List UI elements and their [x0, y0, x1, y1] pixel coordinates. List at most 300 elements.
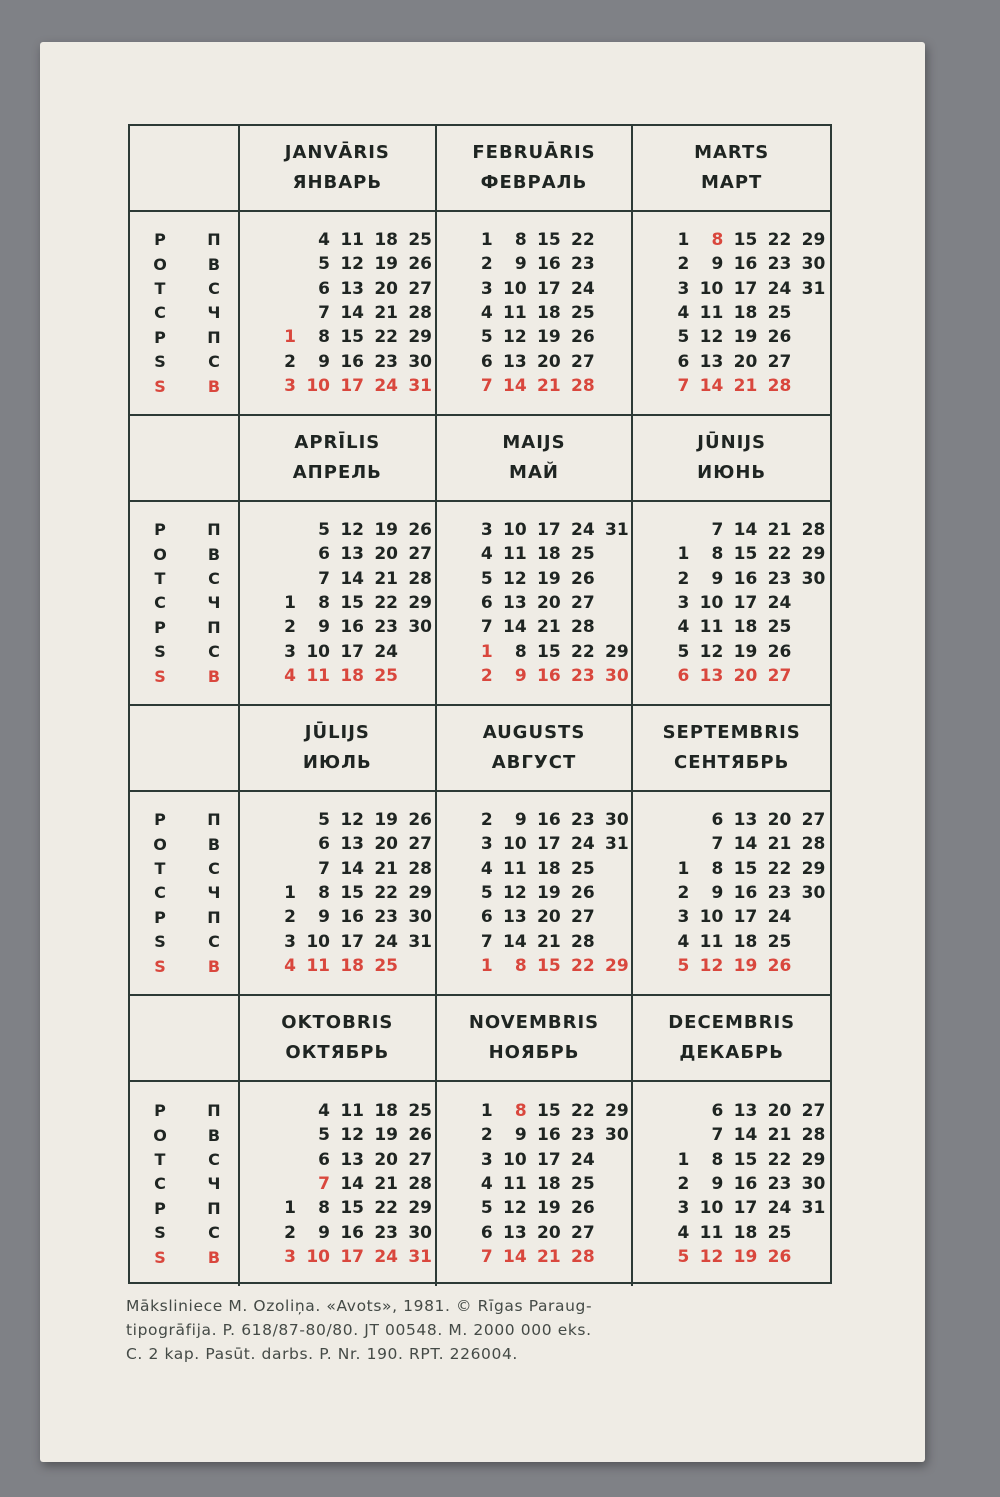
day-number: 22	[767, 1149, 792, 1170]
month-header	[437, 996, 634, 1082]
day-number: 9	[514, 666, 527, 687]
day-number: 10	[306, 1247, 330, 1268]
day-number: 15	[733, 229, 758, 250]
day-number: 22	[374, 592, 398, 613]
day-number: 29	[604, 641, 629, 662]
day-number: 18	[733, 1222, 758, 1243]
week-row	[655, 881, 830, 905]
weekday-lv: P	[154, 327, 166, 347]
day-number: 16	[536, 666, 561, 687]
day-number: 21	[536, 617, 561, 638]
day-number: 10	[699, 278, 724, 299]
day-number: 16	[733, 254, 758, 275]
day-number: 24	[570, 834, 595, 855]
week-row	[262, 591, 435, 615]
day-number: 19	[374, 519, 398, 540]
month-days	[437, 792, 634, 996]
week-row	[459, 542, 632, 566]
day-number: 12	[699, 956, 724, 977]
weekday-ru: С	[208, 932, 220, 952]
day-number: 20	[536, 351, 561, 372]
day-number: 11	[502, 858, 527, 879]
day-number: 29	[604, 1100, 629, 1121]
day-number: 17	[536, 1149, 561, 1170]
weekday-lv: O	[153, 1125, 167, 1145]
week-row	[262, 228, 435, 252]
day-number: 5	[677, 327, 690, 348]
week-row	[459, 374, 632, 398]
day-number: 15	[340, 327, 364, 348]
day-number: 12	[699, 641, 724, 662]
day-number: 3	[284, 376, 296, 397]
week-row	[655, 374, 830, 398]
month-days	[240, 1082, 437, 1286]
weekday-ru: С	[208, 569, 220, 589]
day-number: 23	[374, 617, 398, 638]
header-blank	[130, 416, 240, 502]
week-row	[459, 1172, 632, 1196]
day-number: 30	[408, 617, 432, 638]
week-row	[655, 930, 830, 954]
day-number: 7	[711, 519, 724, 540]
month-name-lv: SEPTEMBRIS	[662, 722, 801, 743]
month-name-lv: MARTS	[694, 142, 770, 163]
day-number: 18	[536, 302, 561, 323]
day-number: 3	[677, 278, 690, 299]
week-row	[459, 1123, 632, 1147]
week-row	[459, 518, 632, 542]
day-number: 11	[502, 302, 527, 323]
day-number: 7	[318, 858, 330, 879]
day-number: 11	[306, 666, 330, 687]
day-number: 22	[767, 229, 792, 250]
day-number: 14	[340, 568, 364, 589]
day-number: 19	[733, 327, 758, 348]
day-number: 2	[480, 1125, 493, 1146]
day-number: 12	[340, 1125, 364, 1146]
weekday-labels	[130, 792, 240, 996]
day-number: 20	[536, 1222, 561, 1243]
day-number: 27	[570, 592, 595, 613]
week-row	[655, 832, 830, 856]
day-number: 13	[699, 666, 724, 687]
day-number: 9	[514, 254, 527, 275]
day-number: 6	[318, 544, 330, 565]
weekday-row	[130, 591, 238, 615]
day-number: 27	[408, 834, 432, 855]
day-number: 16	[340, 617, 364, 638]
day-number: 9	[318, 351, 330, 372]
day-number: 25	[570, 1173, 595, 1194]
day-number: 23	[374, 907, 398, 928]
month-days	[437, 212, 634, 416]
day-number: 6	[480, 351, 493, 372]
week-row	[459, 905, 632, 929]
weekday-ru: В	[207, 666, 221, 686]
day-number: 23	[374, 351, 398, 372]
day-number: 31	[604, 834, 629, 855]
weekday-lv: S	[154, 932, 166, 952]
day-number: 4	[318, 1100, 330, 1121]
day-number: 7	[318, 1173, 330, 1194]
week-row	[262, 832, 435, 856]
day-number: 11	[699, 931, 724, 952]
day-number: 30	[408, 1222, 432, 1243]
day-number: 15	[340, 1198, 364, 1219]
day-number: 18	[536, 858, 561, 879]
day-number: 14	[502, 376, 527, 397]
day-number: 19	[374, 254, 398, 275]
day-number: 4	[480, 1173, 493, 1194]
day-number: 1	[284, 327, 296, 348]
day-number: 20	[767, 809, 792, 830]
day-number: 17	[536, 278, 561, 299]
day-number: 28	[570, 617, 595, 638]
day-number: 6	[318, 278, 330, 299]
weekday-lv: T	[154, 279, 166, 299]
day-number: 24	[767, 907, 792, 928]
month-days	[633, 792, 830, 996]
week-row	[262, 1172, 435, 1196]
month-header	[240, 126, 437, 212]
month-days	[240, 502, 437, 706]
week-row	[459, 276, 632, 300]
day-number: 8	[318, 1198, 330, 1219]
day-number: 10	[699, 1198, 724, 1219]
week-row	[655, 228, 830, 252]
day-number: 25	[767, 302, 792, 323]
day-number: 19	[374, 1125, 398, 1146]
weekday-lv: S	[154, 1247, 166, 1267]
day-number: 15	[733, 1149, 758, 1170]
week-row	[655, 615, 830, 639]
day-number: 8	[514, 229, 527, 250]
month-header	[240, 416, 437, 502]
weekday-lv: T	[154, 569, 166, 589]
day-number: 24	[570, 278, 595, 299]
week-row	[655, 1196, 830, 1220]
day-number: 7	[318, 302, 330, 323]
month-header	[240, 706, 437, 792]
day-number: 6	[677, 666, 690, 687]
day-number: 25	[408, 229, 432, 250]
day-number: 9	[711, 1173, 724, 1194]
day-number: 15	[536, 641, 561, 662]
day-number: 4	[318, 229, 330, 250]
day-number: 23	[570, 809, 595, 830]
day-number: 15	[536, 1100, 561, 1121]
day-number: 27	[570, 351, 595, 372]
week-row	[262, 615, 435, 639]
day-number: 25	[767, 1222, 792, 1243]
day-number: 5	[677, 641, 690, 662]
week-row	[459, 954, 632, 978]
month-days	[437, 1082, 634, 1286]
day-number: 2	[480, 666, 493, 687]
week-row	[655, 1172, 830, 1196]
weekday-ru: С	[208, 642, 220, 662]
day-number: 20	[374, 278, 398, 299]
month-days	[633, 502, 830, 706]
day-number: 21	[767, 834, 792, 855]
day-number: 2	[284, 1222, 296, 1243]
day-number: 17	[340, 641, 364, 662]
day-number: 31	[408, 1247, 432, 1268]
day-number: 30	[801, 882, 826, 903]
day-number: 19	[536, 568, 561, 589]
month-name-ru: МАРТ	[701, 172, 763, 193]
day-number: 13	[502, 351, 527, 372]
day-number: 9	[711, 882, 724, 903]
day-number: 14	[733, 834, 758, 855]
day-number: 25	[570, 544, 595, 565]
day-number: 11	[699, 302, 724, 323]
day-number: 12	[340, 519, 364, 540]
week-row	[459, 640, 632, 664]
weekday-row	[130, 518, 238, 542]
week-row	[262, 640, 435, 664]
day-number: 14	[733, 519, 758, 540]
day-number: 29	[801, 1149, 826, 1170]
day-number: 10	[306, 376, 330, 397]
day-number: 27	[767, 666, 792, 687]
day-number: 23	[767, 1173, 792, 1194]
weekday-ru: В	[207, 544, 221, 564]
day-number: 23	[767, 254, 792, 275]
day-number: 21	[374, 568, 398, 589]
weekday-ru: С	[208, 352, 220, 372]
week-row	[262, 542, 435, 566]
day-number: 22	[767, 544, 792, 565]
month-days	[437, 502, 634, 706]
day-number: 24	[374, 931, 398, 952]
day-number: 29	[408, 1198, 432, 1219]
weekday-lv: P	[154, 907, 166, 927]
day-number: 8	[711, 229, 724, 250]
day-number: 13	[340, 544, 364, 565]
day-number: 24	[767, 278, 792, 299]
day-number: 2	[480, 809, 493, 830]
day-number: 29	[801, 544, 826, 565]
day-number: 15	[340, 882, 364, 903]
day-number: 21	[536, 931, 561, 952]
day-number: 8	[711, 858, 724, 879]
week-row	[459, 301, 632, 325]
day-number: 17	[340, 376, 364, 397]
day-number: 29	[408, 592, 432, 613]
month-name-ru: ФЕВРАЛЬ	[480, 172, 588, 193]
day-number: 13	[733, 1100, 758, 1121]
day-number: 18	[733, 617, 758, 638]
day-number: 22	[570, 641, 595, 662]
day-number: 18	[733, 931, 758, 952]
day-number: 1	[284, 882, 296, 903]
weekday-ru: В	[207, 254, 221, 274]
week-row	[655, 808, 830, 832]
day-number: 30	[408, 351, 432, 372]
day-number: 16	[536, 254, 561, 275]
day-number: 8	[318, 592, 330, 613]
day-number: 10	[502, 834, 527, 855]
day-number: 27	[801, 1100, 826, 1121]
week-row	[655, 856, 830, 880]
day-number: 27	[767, 351, 792, 372]
day-number: 18	[340, 666, 364, 687]
day-number: 8	[318, 882, 330, 903]
month-name-lv: APRĪLIS	[294, 432, 381, 453]
week-row	[459, 1099, 632, 1123]
day-number: 10	[502, 278, 527, 299]
month-days	[633, 212, 830, 416]
day-number: 17	[340, 931, 364, 952]
week-row	[655, 350, 830, 374]
day-number: 26	[570, 327, 595, 348]
weekday-lv: T	[154, 1150, 166, 1170]
day-number: 1	[677, 858, 690, 879]
weekday-row	[130, 930, 238, 954]
day-number: 11	[502, 544, 527, 565]
week-row	[262, 325, 435, 349]
day-number: 4	[677, 1222, 690, 1243]
day-number: 5	[480, 568, 493, 589]
day-number: 26	[408, 519, 432, 540]
month-name-lv: AUGUSTS	[482, 722, 586, 743]
day-number: 15	[536, 229, 561, 250]
day-number: 16	[340, 1222, 364, 1243]
day-number: 26	[767, 1247, 792, 1268]
week-row	[262, 856, 435, 880]
weekday-ru: В	[207, 376, 221, 396]
day-number: 27	[570, 907, 595, 928]
day-number: 24	[374, 641, 398, 662]
weekday-row	[130, 542, 238, 566]
day-number: 3	[480, 834, 493, 855]
weekday-ru: Ч	[207, 303, 221, 323]
weekday-row	[130, 374, 238, 398]
day-number: 21	[767, 1125, 792, 1146]
day-number: 26	[767, 641, 792, 662]
day-number: 19	[733, 956, 758, 977]
week-row	[262, 664, 435, 688]
month-header	[240, 996, 437, 1082]
week-row	[262, 1123, 435, 1147]
day-number: 8	[318, 327, 330, 348]
day-number: 7	[480, 617, 493, 638]
day-number: 9	[711, 568, 724, 589]
imprint-line-2: tipogrāfija. P. 618/87-80/80. JT 00548. M. 2000 000 eks.	[126, 1321, 592, 1339]
day-number: 22	[374, 327, 398, 348]
weekday-lv: O	[153, 254, 167, 274]
day-number: 4	[480, 302, 493, 323]
day-number: 3	[284, 931, 296, 952]
day-number: 1	[480, 956, 493, 977]
imprint	[126, 1294, 846, 1366]
day-number: 21	[767, 519, 792, 540]
day-number: 3	[677, 1198, 690, 1219]
month-days	[240, 212, 437, 416]
day-number: 30	[801, 568, 826, 589]
day-number: 23	[374, 1222, 398, 1243]
month-name-ru: АВГУСТ	[491, 752, 577, 773]
day-number: 3	[677, 907, 690, 928]
day-number: 18	[340, 956, 364, 977]
day-number: 30	[604, 809, 629, 830]
weekday-row	[130, 1123, 238, 1147]
weekday-ru: П	[207, 1101, 221, 1121]
month-name-lv: DECEMBRIS	[668, 1012, 796, 1033]
header-blank	[130, 706, 240, 792]
weekday-lv: P	[154, 1198, 166, 1218]
weekday-row	[130, 1172, 238, 1196]
imprint-line-3: C. 2 kap. Pasūt. darbs. P. Nr. 190. RPT. 226004.	[126, 1345, 518, 1363]
day-number: 6	[480, 1222, 493, 1243]
day-number: 10	[699, 592, 724, 613]
weekday-ru: Ч	[207, 883, 221, 903]
week-row	[459, 1196, 632, 1220]
week-row	[459, 1245, 632, 1269]
day-number: 14	[502, 1247, 527, 1268]
day-number: 5	[480, 882, 493, 903]
day-number: 19	[733, 1247, 758, 1268]
day-number: 27	[408, 544, 432, 565]
week-row	[262, 1245, 435, 1269]
day-number: 28	[408, 302, 432, 323]
weekday-ru: П	[207, 1198, 221, 1218]
day-number: 15	[536, 956, 561, 977]
calendar-grid	[128, 124, 832, 1284]
weekday-lv: S	[154, 352, 166, 372]
week-row	[262, 1196, 435, 1220]
month-name-ru: ЯНВАРЬ	[292, 172, 383, 193]
day-number: 22	[570, 229, 595, 250]
weekday-lv: C	[154, 883, 166, 903]
week-row	[655, 1245, 830, 1269]
day-number: 5	[318, 809, 330, 830]
day-number: 11	[699, 1222, 724, 1243]
day-number: 28	[408, 858, 432, 879]
weekday-lv: S	[154, 376, 166, 396]
day-number: 8	[711, 544, 724, 565]
day-number: 26	[408, 1125, 432, 1146]
day-number: 1	[480, 1100, 493, 1121]
day-number: 13	[699, 351, 724, 372]
month-name-lv: JANVĀRIS	[284, 142, 390, 163]
week-row	[262, 881, 435, 905]
week-row	[655, 252, 830, 276]
day-number: 17	[733, 907, 758, 928]
weekday-lv: O	[153, 544, 167, 564]
day-number: 6	[711, 1100, 724, 1121]
weekday-ru: В	[207, 956, 221, 976]
day-number: 2	[677, 568, 690, 589]
day-number: 17	[340, 1247, 364, 1268]
month-name-ru: ДЕКАБРЬ	[679, 1042, 784, 1063]
day-number: 25	[374, 666, 398, 687]
month-name-lv: JŪLIJS	[304, 722, 370, 743]
day-number: 22	[374, 882, 398, 903]
day-number: 9	[318, 617, 330, 638]
day-number: 8	[711, 1149, 724, 1170]
month-name-ru: СЕНТЯБРЬ	[673, 752, 790, 773]
day-number: 28	[801, 834, 826, 855]
day-number: 23	[570, 254, 595, 275]
day-number: 3	[284, 641, 296, 662]
day-number: 2	[480, 254, 493, 275]
day-number: 16	[536, 809, 561, 830]
day-number: 6	[677, 351, 690, 372]
day-number: 15	[733, 544, 758, 565]
weekday-lv: O	[153, 834, 167, 854]
